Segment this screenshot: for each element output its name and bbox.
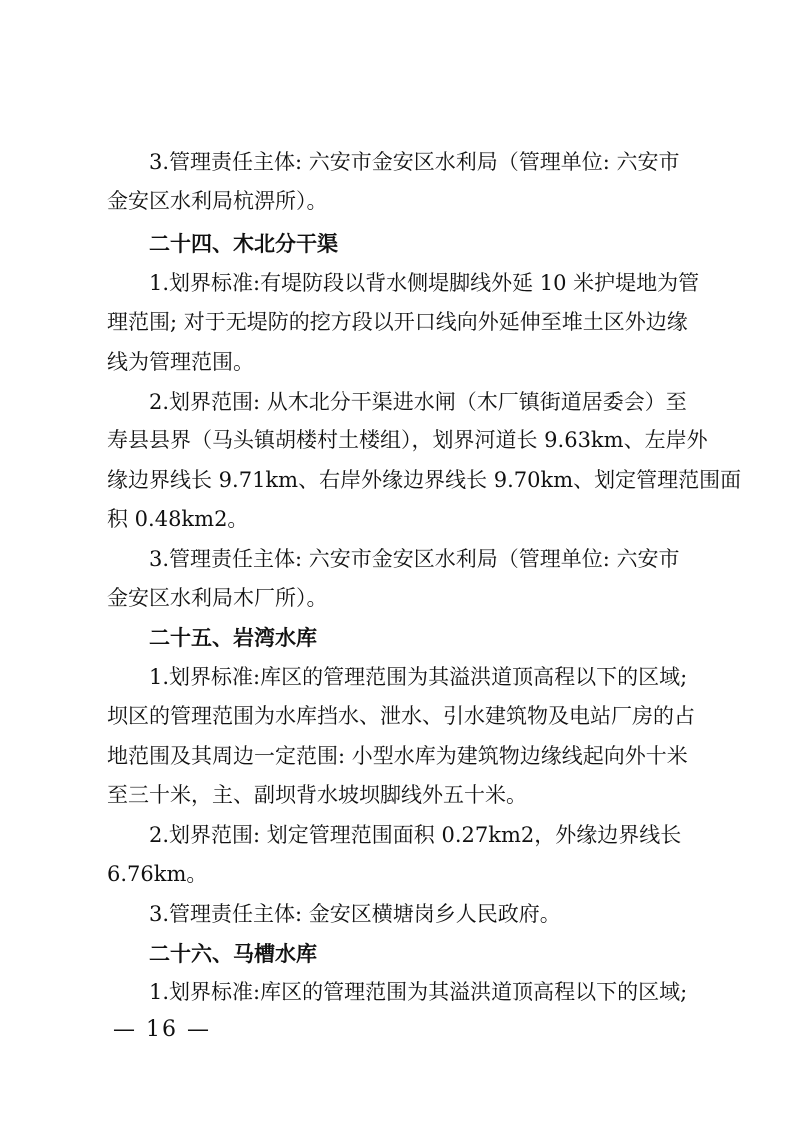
paragraph-line: 2.划界范围: 从木北分干渠进水闸（木厂镇街道居委会）至 <box>149 390 687 414</box>
paragraph-line: 金安区水利局木厂所）。 <box>107 586 328 610</box>
paragraph-line: 金安区水利局杭淠所）。 <box>107 189 328 213</box>
paragraph-line: 6.76km。 <box>107 862 208 886</box>
paragraph-line: 线为管理范围。 <box>107 350 254 374</box>
paragraph-line: 1.划界标准:库区的管理范围为其溢洪道顶高程以下的区域; <box>149 665 688 689</box>
paragraph-line: 寿县县界（马头镇胡楼村土楼组），划界河道长 9.63km、左岸外 <box>107 428 708 452</box>
paragraph-line: 3.管理责任主体: 金安区横塘岗乡人民政府。 <box>149 902 561 926</box>
page-number: — 16 — <box>113 1017 211 1042</box>
section-heading: 二十四、木北分干渠 <box>149 232 338 256</box>
paragraph-line: 1.划界标准:库区的管理范围为其溢洪道顶高程以下的区域; <box>149 980 688 1004</box>
paragraph-line: 理范围; 对于无堤防的挖方段以开口线向外延伸至堆土区外边缘 <box>107 310 688 334</box>
paragraph-line: 缘边界线长 9.71km、右岸外缘边界线长 9.70km、划定管理范围面 <box>107 468 742 492</box>
paragraph-line: 地范围及其周边一定范围: 小型水库为建筑物边缘线起向外十米 <box>107 744 688 768</box>
paragraph-line: 积 0.48km2。 <box>107 507 249 531</box>
section-heading: 二十五、岩湾水库 <box>149 626 317 650</box>
paragraph-line: 2.划界范围: 划定管理范围面积 0.27km2，外缘边界线长 <box>149 823 682 847</box>
paragraph-line: 3.管理责任主体: 六安市金安区水利局（管理单位: 六安市 <box>149 547 680 571</box>
paragraph-line: 至三十米，主、副坝背水坡坝脚线外五十米。 <box>107 783 527 807</box>
paragraph-line: 1.划界标准:有堤防段以背水侧堤脚线外延 10 米护堤地为管 <box>149 271 700 295</box>
paragraph-line: 3.管理责任主体: 六安市金安区水利局（管理单位: 六安市 <box>149 150 680 174</box>
section-heading: 二十六、马槽水库 <box>149 942 317 966</box>
paragraph-line: 坝区的管理范围为水库挡水、泄水、引水建筑物及电站厂房的占 <box>107 704 695 728</box>
